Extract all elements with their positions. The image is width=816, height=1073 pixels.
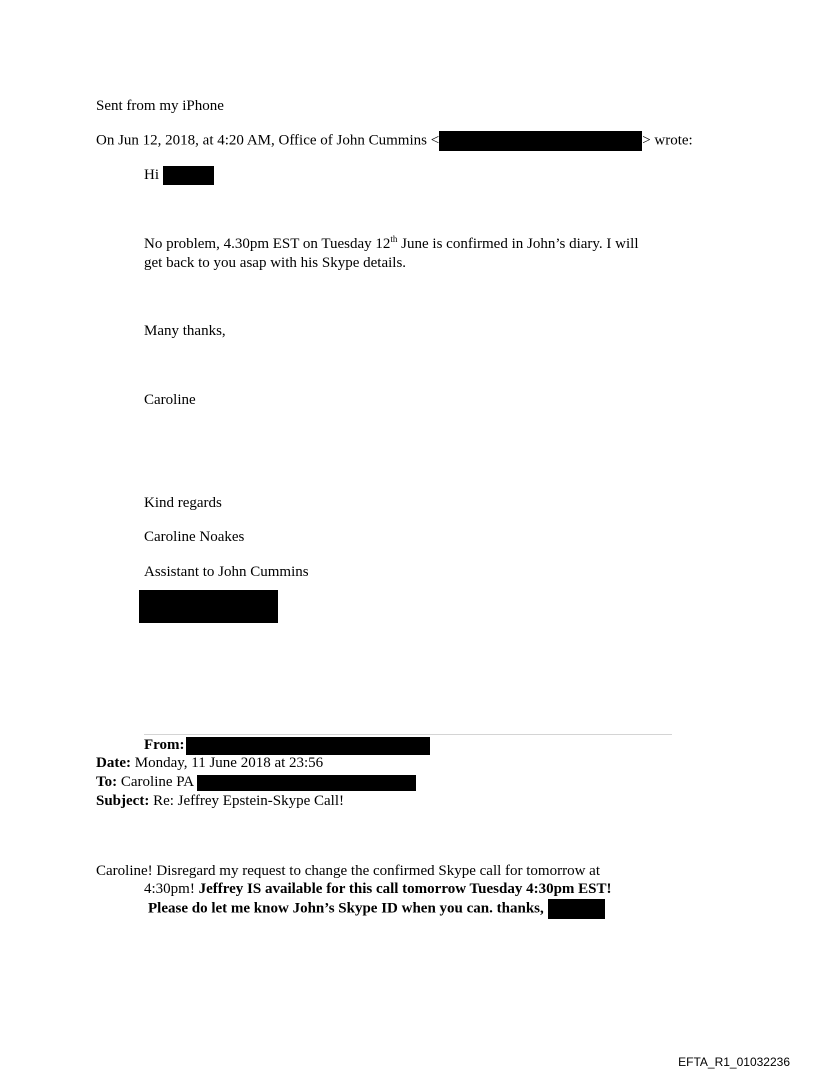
original-body-line-3: Please do let me know John’s Skype ID when you can. thanks, — [148, 899, 605, 919]
original-body-line-1: Caroline! Disregard my request to change the confirmed Skype call for tomorrow at — [96, 863, 601, 879]
signoff-first-name: Caroline — [144, 392, 196, 408]
quote-divider — [144, 734, 672, 735]
signature-title: Assistant to John Cummins — [144, 564, 309, 580]
body-line-2: get back to you asap with his Skype details. — [144, 255, 407, 271]
body-line-1: No problem, 4.30pm EST on Tuesday 12th June is confirmed in John’s diary. I will — [144, 234, 639, 252]
kind-regards: Kind regards — [144, 495, 222, 511]
date-line — [96, 754, 323, 773]
date-label: Date: — [96, 755, 131, 771]
subject-value: Re: Jeffrey Epstein-Skype Call! — [149, 793, 345, 809]
date-value: Monday, 11 June 2018 at 23:56 — [130, 755, 324, 771]
thanks-line: Many thanks, — [144, 323, 226, 339]
from-label: From: — [144, 737, 185, 753]
redacted-to-address — [197, 775, 416, 791]
subject-label: Subject: — [96, 793, 150, 809]
reply-header-suffix: > wrote: — [642, 132, 693, 149]
greeting: Hi — [144, 167, 159, 183]
signature-name: Caroline Noakes — [144, 529, 245, 545]
greeting-line — [144, 166, 214, 185]
from-line — [144, 736, 430, 755]
document-id: EFTA_R1_01032236 — [678, 1055, 790, 1069]
redacted-email-address — [439, 131, 642, 151]
sent-from-line: Sent from my iPhone — [96, 98, 224, 114]
to-line — [96, 773, 416, 792]
redacted-from-address — [186, 737, 430, 755]
reply-header-prefix: On Jun 12, 2018, at 4:20 AM, Office of John Cummins < — [96, 132, 440, 149]
reply-header-line — [96, 131, 693, 151]
original-body-line-2: 4:30pm! Jeffrey IS available for this call tomorrow Tuesday 4:30pm EST! — [144, 881, 612, 897]
redacted-recipient-name — [163, 166, 214, 185]
subject-line — [96, 792, 344, 811]
redacted-sender-name — [548, 899, 605, 919]
to-label: To: — [96, 774, 118, 790]
to-value: Caroline PA — [117, 774, 197, 790]
redacted-signature-block — [139, 590, 278, 623]
